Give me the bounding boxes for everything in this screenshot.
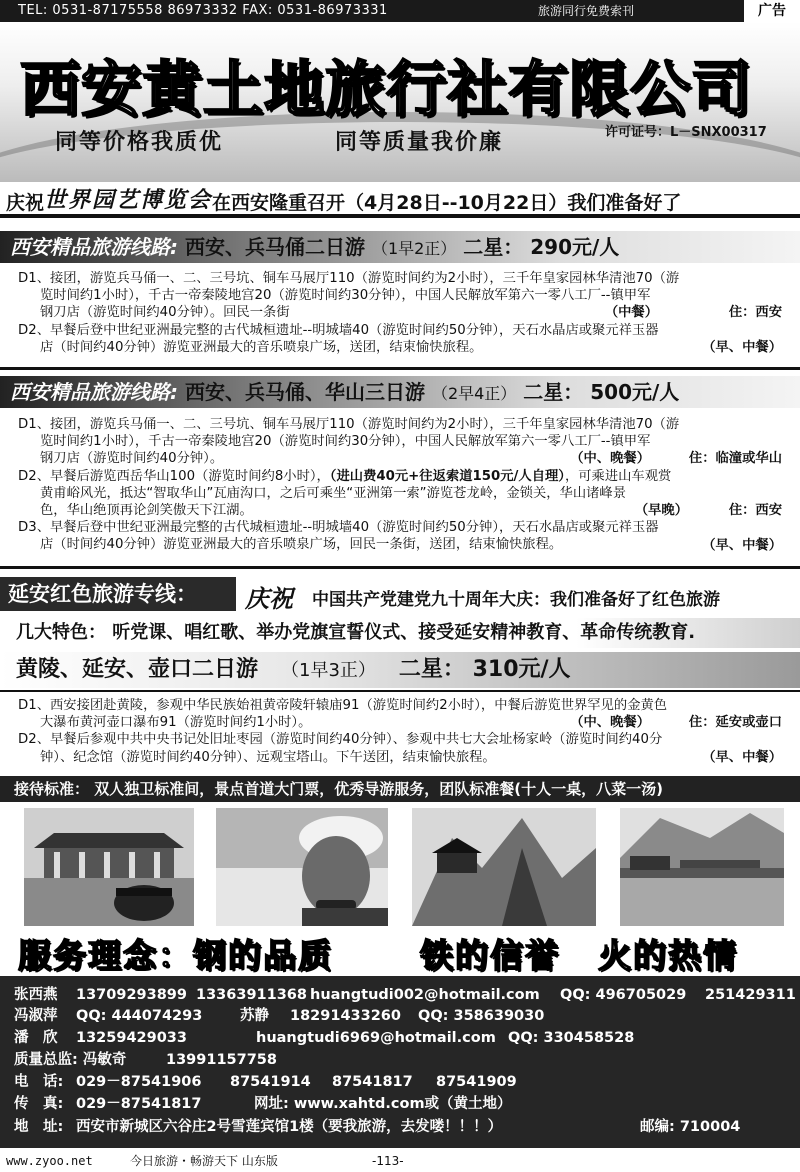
itinerary-line: 钢刀店（游览时间约40分钟）。 — [40, 451, 224, 467]
office-phone: 029－87541906 — [76, 1074, 202, 1090]
standard-text: 双人独卫标准间，景点首道大门票，优秀导游服务，团队标准餐(十人一桌，八菜一汤) — [94, 780, 663, 798]
route1-grade: 二星： — [463, 235, 524, 259]
contact-name: 苏静 — [240, 1008, 269, 1024]
meal-note: （早、中餐） — [702, 340, 782, 355]
contact-qq: QQ: 330458528 — [508, 1030, 635, 1046]
top-contact: TEL: 0531-87175558 86973332 FAX: 0531-86973331 — [18, 3, 388, 18]
address-text: 西安市新城区六谷庄2号雪莲宾馆1楼（要我旅游，去发喽！！！） — [76, 1119, 503, 1135]
route2-bar — [0, 376, 800, 408]
expo-prefix: 庆祝 — [6, 192, 45, 214]
contact-email[interactable]: huangtudi002@hotmail.com — [310, 987, 540, 1003]
service-fire-passion: 火的热情 — [598, 936, 738, 975]
route2-price: 500元/人 — [590, 380, 680, 404]
fax-number: 029－87541817 — [76, 1096, 202, 1112]
quality-director: 质量总监: 冯敏奇 — [14, 1052, 127, 1068]
contact-email[interactable]: huangtudi6969@hotmail.com — [256, 1030, 496, 1046]
company-header — [0, 22, 800, 182]
expo-banner — [6, 183, 800, 213]
itinerary-line: 览时间约1小时），千古一帝秦陵地宫20（游览时间约30分钟），中国人民解放军第六一零八工厂--镇甲军 — [40, 434, 651, 450]
standard-label: 接待标准： — [14, 780, 90, 798]
route3-price: 310元/人 — [472, 657, 571, 682]
route1-title: 西安、兵马俑二日游 — [184, 235, 365, 259]
celebrate-script: 庆祝 — [245, 584, 293, 613]
contact-name: 冯淑萍 — [14, 1008, 58, 1024]
meal-note: （中、晚餐） — [570, 715, 650, 730]
itinerary-line: D2、早餐后游览西岳华山100（游览时间约8小时）， — [18, 468, 330, 484]
route3-itinerary — [18, 697, 788, 766]
contact-name: 张西燕 — [14, 987, 58, 1003]
office-phone: 87541817 — [332, 1074, 413, 1090]
features-text: 听党课、唱红歌、举办党旗宣誓仪式、接受延安精神教育、革命传统教育. — [112, 622, 696, 643]
website-link[interactable]: 网址: www.xahtd.com或（黄土地） — [254, 1096, 512, 1112]
contact-row — [0, 1027, 800, 1049]
itinerary-line: D1、接团，游览兵马俑一、二、三号坑、铜车马展厅110（游览时间约为2小时），三千年皇家园林华清池70（游 — [18, 271, 680, 286]
itinerary-line: 钢刀店（游览时间约40分钟）。回民一条街 — [40, 305, 290, 321]
itinerary-line: D3、早餐后登中世纪亚洲最完整的古代城桓遗址--明城墙40（游览时间约50分钟），天石水晶店或聚元祥玉器 — [18, 520, 659, 536]
route2-itinerary — [18, 416, 788, 554]
stay-note: 住：延安或壶口 — [688, 715, 782, 730]
service-philosophy — [0, 930, 800, 975]
phone-label: 电 话: — [14, 1074, 64, 1090]
route1-label: 西安精品旅游线路: — [10, 235, 178, 259]
contact-row — [0, 1116, 800, 1138]
itinerary-line: 店（时间约40分钟）游览亚洲最大的音乐喷泉广场，回民一条街，送团，结束愉快旅程。 — [40, 537, 563, 553]
free-catalog-tag: 旅游同行免费索刊 — [538, 4, 635, 18]
itinerary-line: D2、早餐后登中世纪亚洲最完整的古代城桓遗址--明城墙40（游览时间约50分钟），天石水晶店或聚元祥玉器 — [18, 322, 659, 338]
route3-title: 黄陵、延安、壶口二日游 — [16, 657, 259, 682]
contact-phone: 13259429033 — [76, 1030, 187, 1046]
top-bar — [0, 0, 800, 22]
postcode: 邮编: 710004 — [640, 1119, 741, 1135]
itinerary-line: 黄甫峪风光，抵达“智取华山”瓦庙沟口，之后可乘坐“亚洲第一索”游览苍龙岭，金锁关，华山诸峰景 — [40, 485, 627, 501]
footer-website[interactable]: www.zyoo.net — [6, 1154, 93, 1168]
contact-block — [0, 976, 800, 1148]
fax-label: 传 真: — [14, 1096, 64, 1112]
contact-name: 潘 欣 — [14, 1030, 58, 1046]
photo-strip — [24, 808, 784, 926]
itinerary-line: 色，华山绝顶再论剑笑傲天下江湖。 — [40, 503, 253, 519]
tomb-temple-photo — [24, 808, 194, 926]
red-tourism-label: 延安红色旅游专线： — [0, 577, 236, 611]
route3-meals: （1早3正） — [281, 660, 376, 681]
party-anniversary-text: 中国共产党建党九十周年大庆：我们准备好了红色旅游 — [312, 590, 720, 610]
service-steel-quality: 服务理念：钢的品质 — [18, 936, 333, 975]
stay-note: 住：西安 — [728, 503, 782, 518]
license-number: 许可证号：L－SNX00317 — [605, 125, 767, 140]
meal-note: （中、晚餐） — [570, 451, 650, 466]
route3-bar — [0, 652, 800, 688]
red-tourism-banner — [0, 577, 800, 613]
cable-car-fee: （进山费40元+往返索道150元/人自理） — [329, 468, 565, 484]
contact-qq: QQ: 444074293 — [76, 1008, 203, 1024]
stay-note: 住：西安 — [728, 305, 782, 320]
contact-phone: 13363911368 — [196, 987, 307, 1003]
route2-grade: 二星： — [523, 380, 584, 404]
route1-bar — [0, 231, 800, 263]
itinerary-line: 大瀑布黄河壶口瀑布91（游览时间约1小时）。 — [40, 715, 312, 731]
contact-qq: 251429311 — [705, 987, 796, 1003]
contact-row — [0, 1049, 800, 1071]
expo-text: 在西安隆重召开（4月28日--10月22日）我们准备好了 — [212, 192, 682, 214]
contact-row — [0, 1093, 800, 1115]
meal-note: （早晚） — [634, 503, 688, 518]
itinerary-line: 览时间约1小时），千古一帝秦陵地宫20（游览时间约30分钟），中国人民解放军第六一零八工厂--镇甲军 — [40, 288, 651, 304]
contact-qq: QQ: 496705029 — [560, 987, 687, 1003]
route1-price: 290元/人 — [530, 235, 620, 259]
contact-qq: QQ: 358639030 — [418, 1008, 545, 1024]
service-iron-credit: 铁的信誉 — [420, 936, 560, 975]
reception-standard-bar — [0, 776, 800, 802]
address-label: 地 址: — [14, 1119, 64, 1135]
itinerary-line: D1、接团，游览兵马俑一、二、三号坑、铜车马展厅110（游览时间约为2小时），三千年皇家园林华清池70（游 — [18, 417, 680, 432]
divider — [0, 690, 800, 692]
contact-row — [0, 1071, 800, 1093]
page-footer — [0, 1150, 800, 1172]
features-label: 几大特色： — [16, 622, 106, 643]
company-name: 西安黄土地旅行社有限公司 — [20, 55, 752, 125]
meal-note: （早、中餐） — [702, 750, 782, 765]
old-man-photo — [216, 808, 388, 926]
divider — [0, 367, 800, 370]
divider — [0, 214, 800, 218]
lake-pavilion-photo — [620, 808, 784, 926]
ad-badge: 广告 — [744, 0, 800, 22]
stay-note: 住：临潼或华山 — [688, 451, 782, 466]
route2-label: 西安精品旅游线路: — [10, 380, 178, 404]
itinerary-line: 店（时间约40分钟）游览亚洲最大的音乐喷泉广场，送团，结束愉快旅程。 — [40, 339, 483, 355]
meal-note: （中餐） — [604, 305, 658, 320]
contact-phone: 13991157758 — [166, 1052, 277, 1068]
route1-meals: （1早2正） — [371, 239, 457, 258]
route3-grade: 二星： — [398, 657, 465, 682]
page-number: -113- — [372, 1154, 404, 1168]
slogan-price: 同等质量我价廉 — [335, 130, 504, 155]
itinerary-line: ，可乘进山车观赏 — [564, 468, 672, 484]
route1-itinerary — [18, 270, 788, 356]
contact-phone: 13709293899 — [76, 987, 187, 1003]
meal-note: （早、中餐） — [702, 538, 782, 553]
itinerary-line: 钟）、纪念馆（游览时间约40分钟）、远观宝塔山。下午送团，结束愉快旅程。 — [40, 749, 496, 765]
contact-phone: 18291433260 — [290, 1008, 401, 1024]
itinerary-line: D2、早餐后参观中共中央书记处旧址枣园（游览时间约40分钟）、参观中共七大会址杨家岭（游览时间约40分 — [18, 732, 663, 748]
itinerary-line: D1、西安接团赴黄陵，参观中华民族始祖黄帝陵轩辕庙91（游览时间约2小时），中餐后游览世界罕见的金黄色 — [18, 698, 668, 713]
features-bar — [0, 618, 800, 648]
huashan-mountain-photo — [412, 808, 596, 926]
route2-meals: （2早4正） — [431, 384, 517, 403]
office-phone: 87541909 — [436, 1074, 517, 1090]
divider — [0, 566, 800, 569]
contact-row — [0, 984, 800, 1006]
contact-row — [0, 1005, 800, 1027]
expo-name: 世界园艺博览会 — [44, 187, 213, 213]
office-phone: 87541914 — [230, 1074, 311, 1090]
slogan-quality: 同等价格我质优 — [55, 130, 224, 155]
footer-slogan: 今日旅游・畅游天下 山东版 — [130, 1154, 278, 1168]
route2-title: 西安、兵马俑、华山三日游 — [184, 380, 425, 404]
